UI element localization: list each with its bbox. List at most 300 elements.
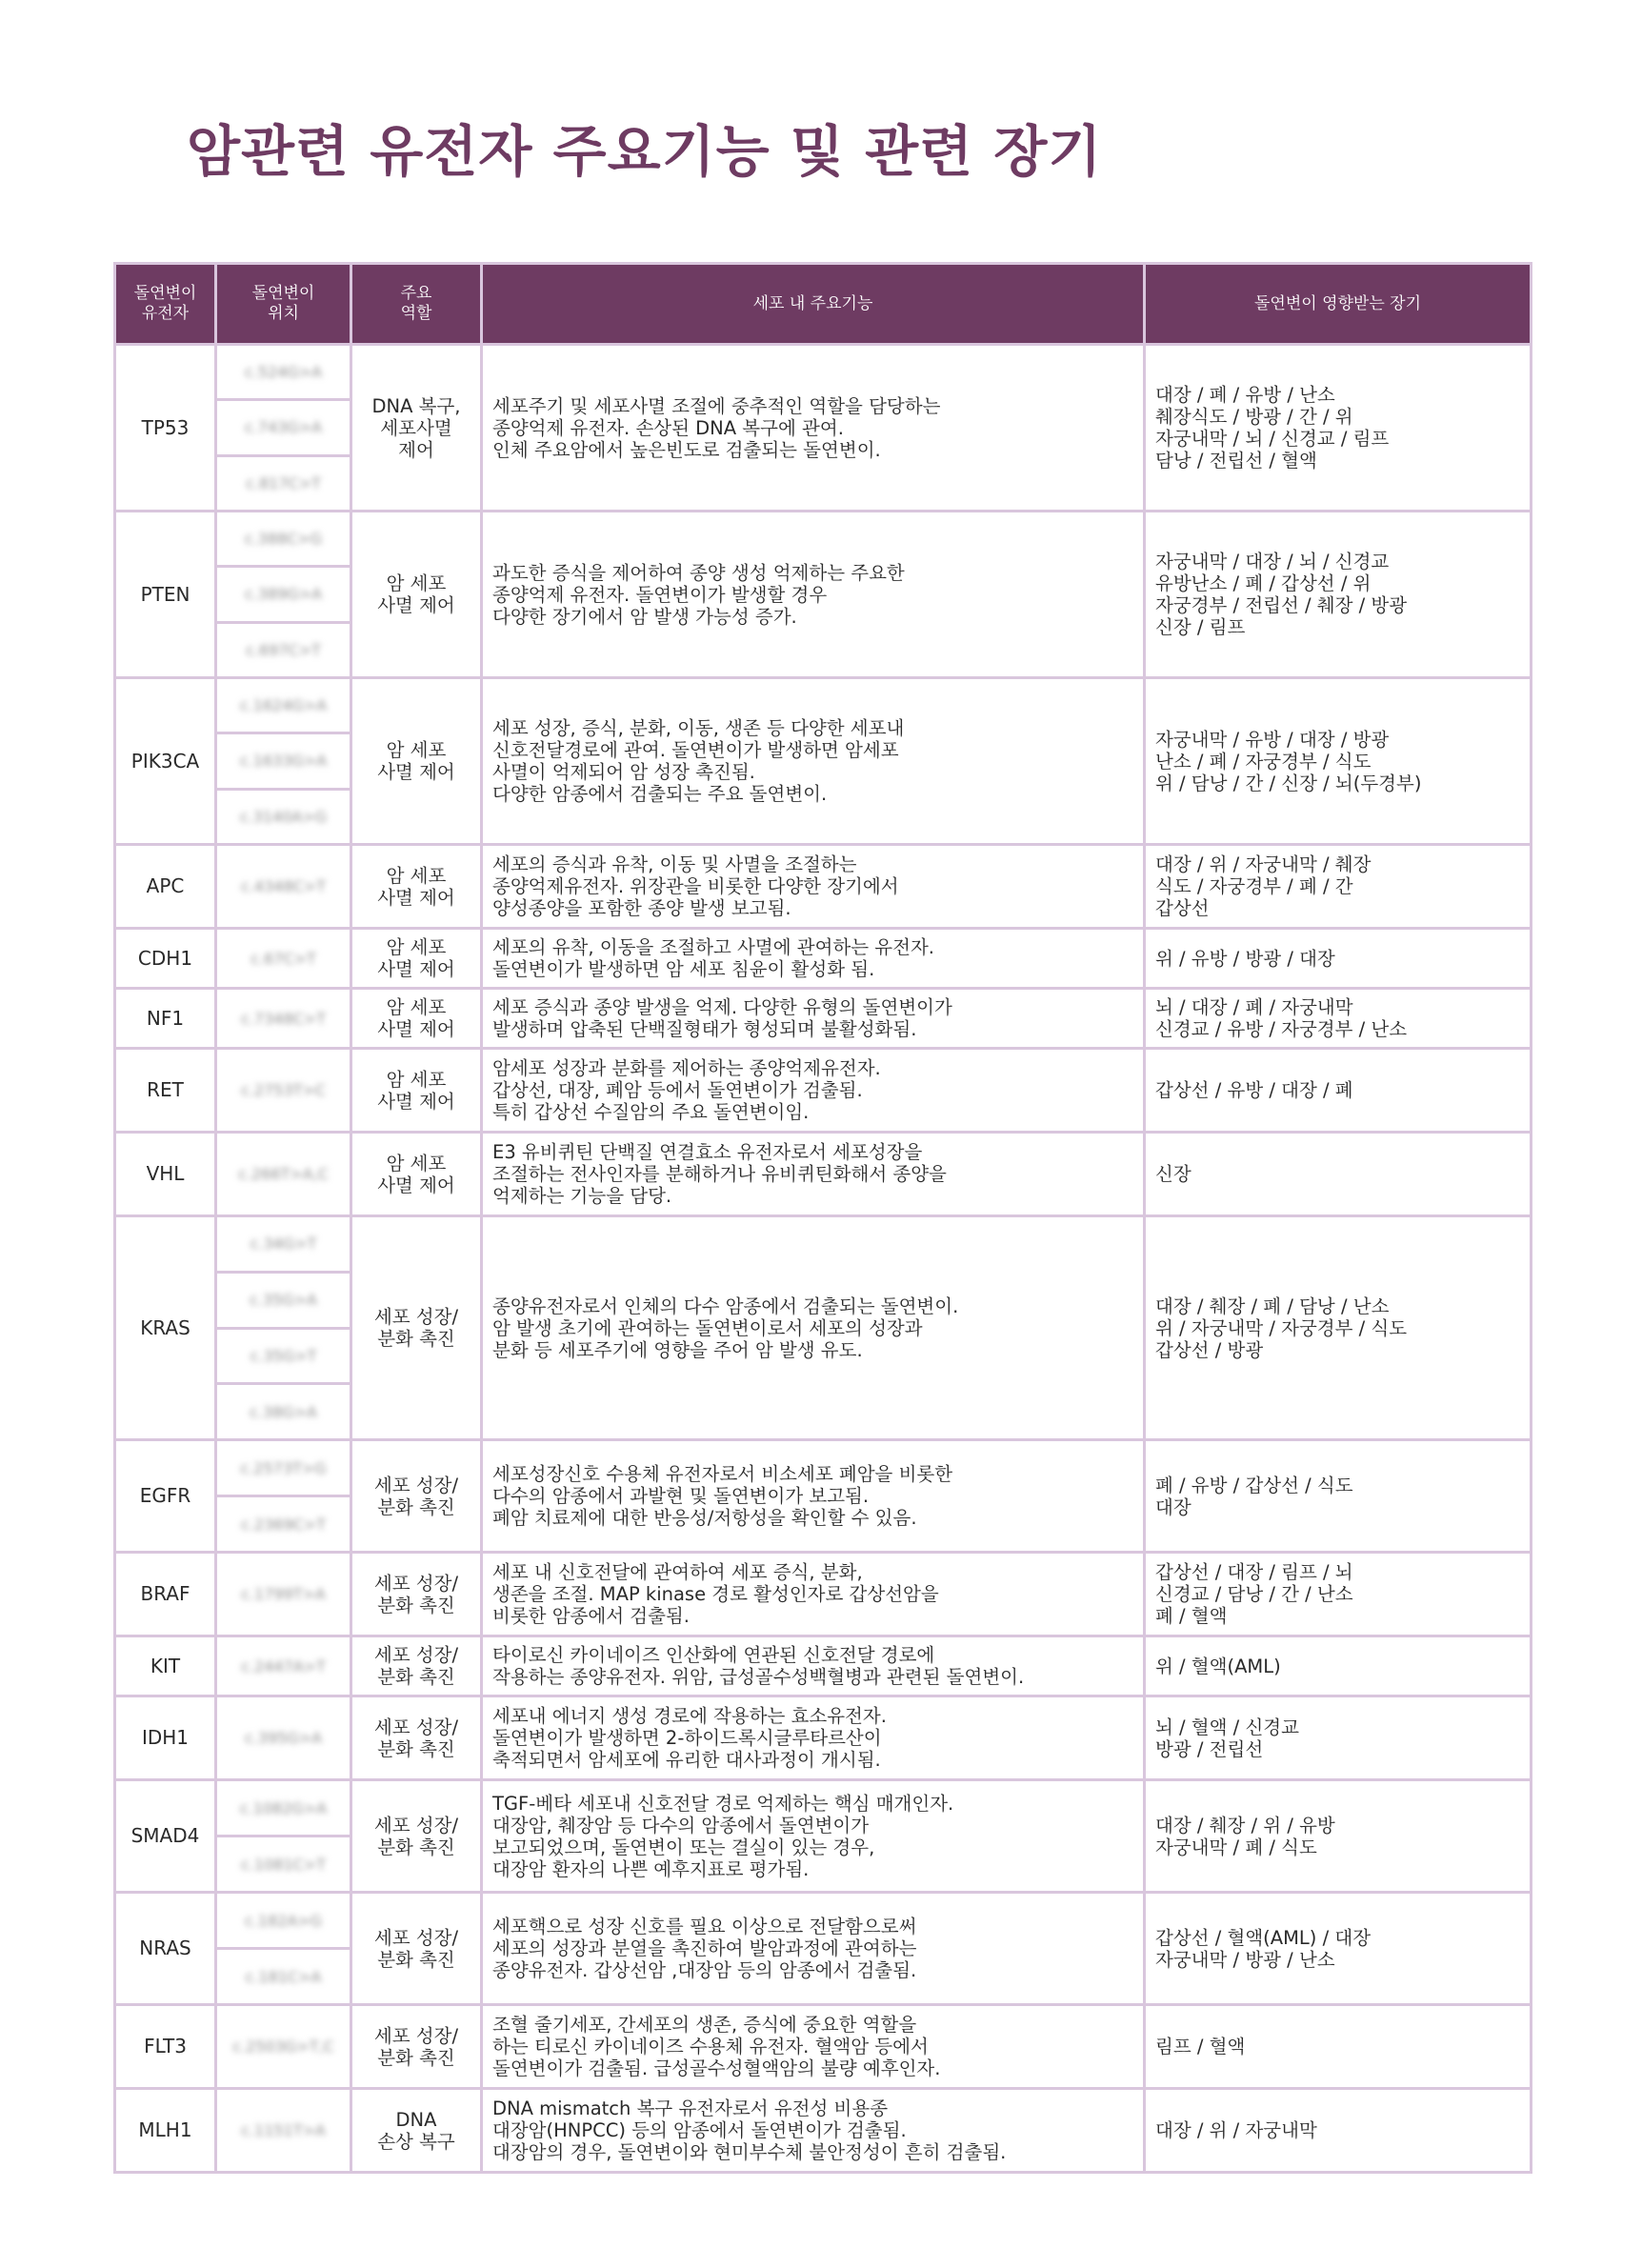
mutation-position: c.1624G>A <box>239 696 328 715</box>
main-role-line: 사멸 제어 <box>377 1174 455 1196</box>
cell-function <box>482 345 1145 512</box>
cell-function-line: 특히 갑상선 수질암의 주요 돌연변이임. <box>492 1101 810 1123</box>
mutation-position-subcell <box>217 930 350 987</box>
cell-function <box>482 678 1145 845</box>
affected-organs <box>1145 989 1532 1049</box>
mutation-position-subcell <box>217 732 350 787</box>
mutation-position: c.34G>T <box>250 1234 317 1254</box>
main-role <box>351 1780 482 1893</box>
main-role <box>351 1133 482 1216</box>
affected-organs <box>1145 678 1532 845</box>
cell-function-line: 세포의 유착, 이동을 조절하고 사멸에 관여하는 유전자. <box>492 936 935 958</box>
gene-name: KRAS <box>115 1216 216 1440</box>
main-role-line: 세포 성장/ <box>373 1474 459 1496</box>
mutation-position-list <box>217 2090 350 2171</box>
affected-organs <box>1145 1696 1532 1780</box>
cell-function-line: 돌연변이가 검출됨. 급성골수성혈액암의 불량 예후인자. <box>492 2057 941 2079</box>
mutation-position: c.7348C>T <box>241 1009 326 1028</box>
mutation-position-list <box>217 1134 350 1214</box>
main-role-line: 사멸 제어 <box>377 1018 455 1040</box>
mutation-position-cell <box>216 345 351 512</box>
affected-organs-line: 위 / 자궁내막 / 자궁경부 / 식도 <box>1155 1316 1408 1339</box>
table-row <box>115 678 1532 845</box>
cell-function-line: TGF-베타 세포내 신호전달 경로 억제하는 핵심 매개인자. <box>492 1792 954 1815</box>
affected-organs <box>1145 2005 1532 2089</box>
cell-function-line: 세포주기 및 세포사멸 조절에 중추적인 역할을 담당하는 <box>492 394 941 417</box>
affected-organs-line: 신경교 / 담낭 / 간 / 난소 <box>1155 1583 1353 1605</box>
main-role <box>351 1636 482 1696</box>
cell-function-line: E3 유비퀴틴 단백질 연결효소 유전자로서 세포성장을 <box>492 1141 923 1163</box>
mutation-position: c.388C>G <box>244 530 323 549</box>
mutation-position-list <box>217 1554 350 1635</box>
main-role <box>351 512 482 678</box>
mutation-position-subcell <box>217 990 350 1047</box>
mutation-position-list <box>217 1697 350 1778</box>
main-role-line: DNA 복구, <box>371 394 461 417</box>
cell-function-line: 타이로신 카이네이즈 인산화에 연관된 신호전달 경로에 <box>492 1644 935 1666</box>
cell-function <box>482 1696 1145 1780</box>
affected-organs-line: 대장 / 췌장 / 위 / 유방 <box>1155 1814 1335 1836</box>
mutation-position-subcell <box>217 1697 350 1778</box>
mutation-position-subcell <box>217 1947 350 2003</box>
affected-organs <box>1145 929 1532 989</box>
table-header-row <box>115 264 1532 345</box>
affected-organs <box>1145 1440 1532 1553</box>
mutation-position: c.3140A>G <box>239 807 328 826</box>
affected-organs-line: 대장 / 위 / 자궁내막 / 췌장 <box>1155 853 1372 875</box>
mutation-position-subcell <box>217 1495 350 1551</box>
main-role <box>351 1893 482 2005</box>
mutation-position-list <box>217 1050 350 1131</box>
mutation-position-cell <box>216 1553 351 1636</box>
main-role <box>351 1553 482 1636</box>
mutation-position-cell <box>216 1696 351 1780</box>
mutation-position-cell <box>216 1780 351 1893</box>
main-role-line: 암 세포 <box>386 864 447 887</box>
affected-organs-line: 대장 / 폐 / 유방 / 난소 <box>1155 384 1335 406</box>
mutation-position-list <box>217 679 350 843</box>
table-row <box>115 989 1532 1049</box>
affected-organs <box>1145 2089 1532 2173</box>
cell-function-line: 다양한 암종에서 검출되는 주요 돌연변이. <box>492 783 828 805</box>
cell-function-line: 갑상선, 대장, 폐암 등에서 돌연변이가 검출됨. <box>492 1079 863 1101</box>
affected-organs-line: 신장 / 림프 <box>1155 616 1246 638</box>
cell-function-line: 세포 성장, 증식, 분화, 이동, 생존 등 다양한 세포내 <box>492 717 905 739</box>
mutation-position-list <box>217 990 350 1047</box>
cell-function-line: 폐암 치료제에 대한 반응성/저항성을 확인할 수 있음. <box>492 1507 917 1529</box>
table-row <box>115 1440 1532 1553</box>
affected-organs-line: 갑상선 / 유방 / 대장 / 폐 <box>1155 1079 1353 1101</box>
main-role <box>351 2005 482 2089</box>
mutation-position: c.67C>T <box>250 949 316 968</box>
main-role-line: 분화 촉진 <box>377 1948 455 1971</box>
mutation-position-cell <box>216 1440 351 1553</box>
cell-function-line: 대장암의 경우, 돌연변이와 현미부수체 불안정성이 흔히 검출됨. <box>492 2141 1007 2163</box>
mutation-position-subcell <box>217 2090 350 2171</box>
main-role-line: 암 세포 <box>386 996 447 1018</box>
cell-function-line: 사멸이 억제되어 암 성장 촉진됨. <box>492 761 755 783</box>
cell-function-line: 세포의 증식과 유착, 이동 및 사멸을 조절하는 <box>492 853 857 875</box>
affected-organs-line: 뇌 / 혈액 / 신경교 <box>1155 1716 1299 1738</box>
mutation-position-list <box>217 1894 350 2003</box>
header-gene <box>115 264 216 345</box>
mutation-position: c.2753T>C <box>241 1081 326 1099</box>
table-row <box>115 1216 1532 1440</box>
mutation-position-subcell <box>217 1134 350 1214</box>
cell-function-line: 보고되었으며, 돌연변이 또는 결실이 있는 경우, <box>492 1836 875 1858</box>
mutation-position-subcell <box>217 1894 350 1947</box>
header-position <box>216 264 351 345</box>
affected-organs-line: 신장 <box>1155 1163 1191 1185</box>
mutation-position-subcell <box>217 788 350 843</box>
header-role-line: 주요 <box>400 284 432 303</box>
main-role-line: 세포 성장/ <box>373 1306 459 1328</box>
affected-organs <box>1145 1133 1532 1216</box>
table-body <box>115 345 1532 2173</box>
header-function: 세포 내 주요기능 <box>482 264 1145 345</box>
cell-function-line: 종양억제 유전자. 돌연변이가 발생할 경우 <box>492 583 828 606</box>
mutation-position-cell <box>216 1636 351 1696</box>
cell-function-line: 대장암 환자의 나쁜 예후지표로 평가됨. <box>492 1857 810 1880</box>
mutation-position: c.2369C>T <box>241 1515 326 1534</box>
mutation-position-subcell <box>217 512 350 565</box>
mutation-position-cell <box>216 1893 351 2005</box>
main-role-line: 세포 성장/ <box>373 1716 459 1738</box>
affected-organs <box>1145 1216 1532 1440</box>
mutation-position-subcell <box>217 1554 350 1635</box>
mutation-position-list <box>217 512 350 676</box>
mutation-position-cell <box>216 2005 351 2089</box>
mutation-position-list <box>217 346 350 510</box>
mutation-position-cell <box>216 845 351 929</box>
gene-name: PTEN <box>115 512 216 678</box>
gene-name: APC <box>115 845 216 929</box>
cell-function-line: 세포 증식과 종양 발생을 억제. 다양한 유형의 돌연변이가 <box>492 996 952 1018</box>
gene-table <box>113 262 1532 2174</box>
affected-organs-line: 대장 / 췌장 / 폐 / 담낭 / 난소 <box>1155 1295 1390 1317</box>
gene-name: NRAS <box>115 1893 216 2005</box>
cell-function-line: 비롯한 암종에서 검출됨. <box>492 1605 690 1627</box>
gene-name: PIK3CA <box>115 678 216 845</box>
mutation-position-subcell <box>217 1781 350 1835</box>
header-gene-line: 돌연변이 <box>133 284 197 303</box>
mutation-position: c.182A>G <box>244 1911 323 1930</box>
mutation-position-cell <box>216 678 351 845</box>
main-role-line: 사멸 제어 <box>377 958 455 980</box>
affected-organs-line: 방광 / 전립선 <box>1155 1737 1264 1760</box>
mutation-position: c.395G>A <box>244 1729 323 1747</box>
mutation-position: c.181C>A <box>245 1967 322 1986</box>
header-organs: 돌연변이 영향받는 장기 <box>1145 264 1532 345</box>
main-role-line: 분화 촉진 <box>377 1836 455 1858</box>
cell-function-line: 억제하는 기능을 담당. <box>492 1185 672 1207</box>
mutation-position: c.743G>A <box>244 418 323 437</box>
header-position-line: 돌연변이 <box>251 284 315 303</box>
gene-name: SMAD4 <box>115 1780 216 1893</box>
affected-organs-line: 자궁내막 / 유방 / 대장 / 방광 <box>1155 728 1390 751</box>
mutation-position-cell <box>216 989 351 1049</box>
cell-function <box>482 512 1145 678</box>
mutation-position-list <box>217 2006 350 2087</box>
header-role-line: 역할 <box>400 304 432 323</box>
cell-function <box>482 845 1145 929</box>
affected-organs-line: 자궁내막 / 뇌 / 신경교 / 림프 <box>1155 428 1390 450</box>
cell-function-line: 대장암(HNPCC) 등의 암종에서 돌연변이가 검출됨. <box>492 2119 907 2141</box>
mutation-position: c.389G>A <box>244 585 323 604</box>
main-role-line: 제어 <box>398 438 434 461</box>
affected-organs-line: 자궁내막 / 대장 / 뇌 / 신경교 <box>1155 551 1390 572</box>
affected-organs-line: 신경교 / 유방 / 자궁경부 / 난소 <box>1155 1018 1408 1040</box>
main-role-line: 암 세포 <box>386 936 447 958</box>
affected-organs-line: 식도 / 자궁경부 / 폐 / 간 <box>1155 875 1353 897</box>
table-row <box>115 1133 1532 1216</box>
mutation-position-list <box>217 1217 350 1438</box>
cell-function <box>482 1440 1145 1553</box>
mutation-position: c.4348C>T <box>241 877 326 895</box>
affected-organs-line: 췌장식도 / 방광 / 간 / 위 <box>1155 406 1353 428</box>
main-role-line: 암 세포 <box>386 572 447 594</box>
cell-function-line: 세포내 에너지 생성 경로에 작용하는 효소유전자. <box>492 1705 887 1727</box>
cell-function-line: 양성종양을 포함한 종양 발생 보고됨. <box>492 897 791 919</box>
main-role-line: 세포 성장/ <box>373 1926 459 1949</box>
affected-organs-line: 난소 / 폐 / 자궁경부 / 식도 <box>1155 750 1372 773</box>
cell-function-line: 세포성장신호 수용체 유전자로서 비소세포 폐암을 비롯한 <box>492 1463 953 1485</box>
cell-function <box>482 929 1145 989</box>
mutation-position-subcell <box>217 2006 350 2087</box>
cell-function-line: 종양유전자. 갑상선암 ,대장암 등의 암종에서 검출됨. <box>492 1959 917 1981</box>
cell-function-line: 세포핵으로 성장 신호를 필요 이상으로 전달함으로써 <box>492 1916 917 1937</box>
mutation-position-cell <box>216 512 351 678</box>
main-role-line: 분화 촉진 <box>377 1495 455 1518</box>
affected-organs <box>1145 845 1532 929</box>
affected-organs <box>1145 1553 1532 1636</box>
cell-function-line: 세포 내 신호전달에 관여하여 세포 증식, 분화, <box>492 1561 863 1583</box>
mutation-position-subcell <box>217 1835 350 1891</box>
main-role-line: 사멸 제어 <box>377 886 455 909</box>
mutation-position-cell <box>216 1133 351 1216</box>
cell-function-line: 종양억제유전자. 위장관을 비롯한 다양한 장기에서 <box>492 875 899 897</box>
main-role <box>351 1440 482 1553</box>
cell-function-line: 과도한 증식을 제어하여 종양 생성 억제하는 주요한 <box>492 561 905 584</box>
mutation-position-subcell <box>217 565 350 620</box>
main-role-line: 분화 촉진 <box>377 1737 455 1760</box>
affected-organs <box>1145 512 1532 678</box>
main-role-line: 분화 촉진 <box>377 1594 455 1616</box>
affected-organs-line: 대장 <box>1155 1495 1191 1518</box>
mutation-position-subcell <box>217 1637 350 1695</box>
main-role <box>351 929 482 989</box>
cell-function-line: 암 발생 초기에 관여하는 돌연변이로서 세포의 성장과 <box>492 1316 923 1339</box>
affected-organs-line: 대장 / 위 / 자궁내막 <box>1155 2119 1317 2141</box>
affected-organs-line: 유방난소 / 폐 / 갑상선 / 위 <box>1155 572 1372 594</box>
affected-organs-line: 갑상선 / 혈액(AML) / 대장 <box>1155 1926 1372 1949</box>
main-role-line: 분화 촉진 <box>377 1328 455 1350</box>
mutation-position-subcell <box>217 1217 350 1271</box>
cell-function-line: 축적되면서 암세포에 유리한 대사과정이 개시됨. <box>492 1749 881 1771</box>
mutation-position: c.1799T>A <box>241 1585 326 1603</box>
mutation-position-list <box>217 930 350 987</box>
affected-organs-line: 자궁내막 / 방광 / 난소 <box>1155 1948 1335 1971</box>
mutation-position: c.266T>A,C <box>238 1165 329 1183</box>
gene-name: EGFR <box>115 1440 216 1553</box>
page-title: 암관련 유전자 주요기능 및 관련 장기 <box>187 119 1103 184</box>
mutation-position-subcell <box>217 346 350 398</box>
mutation-position-cell <box>216 1049 351 1133</box>
mutation-position: c.35G>T <box>250 1346 317 1365</box>
main-role-line: 손상 복구 <box>377 2130 455 2153</box>
main-role-line: 분화 촉진 <box>377 2046 455 2069</box>
cell-function-line: 돌연변이가 발생하면 암 세포 침윤이 활성화 됨. <box>492 958 875 980</box>
gene-name: BRAF <box>115 1553 216 1636</box>
table-row <box>115 2005 1532 2089</box>
cell-function <box>482 1553 1145 1636</box>
mutation-position: c.38G>A <box>250 1402 317 1421</box>
cell-function-line: 하는 티로신 카이네이즈 수용체 유전자. 혈액암 등에서 <box>492 2036 929 2057</box>
mutation-position-subcell <box>217 1327 350 1383</box>
affected-organs-line: 폐 / 유방 / 갑상선 / 식도 <box>1155 1474 1353 1496</box>
main-role-line: 세포 성장/ <box>373 1814 459 1836</box>
affected-organs <box>1145 1636 1532 1696</box>
affected-organs <box>1145 1780 1532 1893</box>
cell-function-line: 발생하며 압축된 단백질형태가 형성되며 불활성화됨. <box>492 1018 917 1040</box>
affected-organs <box>1145 1893 1532 2005</box>
cell-function-line: 종양억제 유전자. 손상된 DNA 복구에 관여. <box>492 416 844 439</box>
mutation-position-list <box>217 1781 350 1891</box>
mutation-position-subcell <box>217 621 350 676</box>
gene-name: IDH1 <box>115 1696 216 1780</box>
main-role-line: 세포 성장/ <box>373 1572 459 1595</box>
header-gene-line: 유전자 <box>141 304 190 323</box>
affected-organs <box>1145 345 1532 512</box>
affected-organs-line: 갑상선 / 대장 / 림프 / 뇌 <box>1155 1561 1353 1583</box>
affected-organs-line: 자궁경부 / 전립선 / 췌장 / 방광 <box>1155 594 1408 616</box>
mutation-position-subcell <box>217 846 350 927</box>
cell-function-line: 돌연변이가 발생하면 2-하이드록시글루타르산이 <box>492 1727 882 1749</box>
affected-organs-line: 갑상선 <box>1155 897 1210 919</box>
main-role <box>351 1696 482 1780</box>
affected-organs-line: 위 / 혈액(AML) <box>1155 1655 1281 1677</box>
main-role-line: 세포 성장/ <box>373 2024 459 2047</box>
mutation-position: c.2503G>T,C <box>232 2037 334 2056</box>
cell-function <box>482 1216 1145 1440</box>
cell-function <box>482 2005 1145 2089</box>
cell-function-line: 암세포 성장과 분화를 제어하는 종양억제유전자. <box>492 1057 881 1079</box>
header-position-line: 위치 <box>268 304 299 323</box>
cell-function-line: 인체 주요암에서 높은빈도로 검출되는 돌연변이. <box>492 438 881 461</box>
affected-organs-line: 폐 / 혈액 <box>1155 1605 1228 1627</box>
gene-name: MLH1 <box>115 2089 216 2173</box>
gene-name: KIT <box>115 1636 216 1696</box>
main-role <box>351 345 482 512</box>
mutation-position-subcell <box>217 1050 350 1131</box>
table-row <box>115 1553 1532 1636</box>
cell-function <box>482 1636 1145 1696</box>
gene-name: CDH1 <box>115 929 216 989</box>
cell-function-line: 대장암, 췌장암 등 다수의 암종에서 돌연변이가 <box>492 1814 870 1836</box>
main-role-line: 세포사멸 <box>380 416 452 439</box>
cell-function-line: 신호전달경로에 관여. 돌연변이가 발생하면 암세포 <box>492 739 899 761</box>
cell-function-line: 다양한 장기에서 암 발생 가능성 증가. <box>492 605 797 628</box>
table-row <box>115 1636 1532 1696</box>
gene-name: RET <box>115 1049 216 1133</box>
affected-organs-line: 림프 / 혈액 <box>1155 2036 1246 2057</box>
cell-function-line: 생존을 조절. MAP kinase 경로 활성인자로 갑상선암을 <box>492 1583 939 1605</box>
affected-organs-line: 갑상선 / 방광 <box>1155 1338 1264 1361</box>
mutation-position-list <box>217 1441 350 1551</box>
main-role <box>351 989 482 1049</box>
table-row <box>115 929 1532 989</box>
table-row <box>115 345 1532 512</box>
mutation-position-subcell <box>217 398 350 453</box>
main-role-line: 사멸 제어 <box>377 761 455 783</box>
mutation-position-list <box>217 846 350 927</box>
cell-function <box>482 1049 1145 1133</box>
mutation-position-subcell <box>217 1271 350 1327</box>
main-role-line: 암 세포 <box>386 739 447 761</box>
main-role-line: 세포 성장/ <box>373 1644 459 1666</box>
mutation-position-list <box>217 1637 350 1695</box>
mutation-position: c.35G>A <box>250 1291 317 1310</box>
mutation-position: c.1082G>A <box>239 1798 328 1817</box>
mutation-position-subcell <box>217 679 350 732</box>
cell-function <box>482 1780 1145 1893</box>
mutation-position-subcell <box>217 1441 350 1495</box>
cell-function-line: 다수의 암종에서 과발현 및 돌연변이가 보고됨. <box>492 1485 870 1507</box>
mutation-position: c.697C>T <box>246 640 321 659</box>
gene-name: VHL <box>115 1133 216 1216</box>
main-role <box>351 845 482 929</box>
mutation-position: c.1081C>T <box>241 1855 326 1874</box>
affected-organs-line: 담낭 / 전립선 / 혈액 <box>1155 450 1317 472</box>
main-role <box>351 1049 482 1133</box>
header-role <box>351 264 482 345</box>
cell-function <box>482 1893 1145 2005</box>
table-row <box>115 2089 1532 2173</box>
affected-organs <box>1145 1049 1532 1133</box>
table-row <box>115 1696 1532 1780</box>
gene-name: NF1 <box>115 989 216 1049</box>
mutation-position-subcell <box>217 1382 350 1438</box>
gene-name: FLT3 <box>115 2005 216 2089</box>
cell-function-line: 종양유전자로서 인체의 다수 암종에서 검출되는 돌연변이. <box>492 1295 959 1317</box>
table-row <box>115 512 1532 678</box>
mutation-position: c.2447A>T <box>241 1656 326 1676</box>
gene-name: TP53 <box>115 345 216 512</box>
table-row <box>115 1049 1532 1133</box>
mutation-position-cell <box>216 929 351 989</box>
main-role-line: 암 세포 <box>386 1152 447 1174</box>
table-row <box>115 845 1532 929</box>
affected-organs-line: 위 / 유방 / 방광 / 대장 <box>1155 947 1335 970</box>
table-row <box>115 1780 1532 1893</box>
main-role-line: 사멸 제어 <box>377 594 455 616</box>
affected-organs-line: 뇌 / 대장 / 폐 / 자궁내막 <box>1155 996 1353 1018</box>
main-role-line: 사멸 제어 <box>377 1090 455 1113</box>
cell-function-line: DNA mismatch 복구 유전자로서 유전성 비용종 <box>492 2097 889 2119</box>
main-role <box>351 678 482 845</box>
affected-organs-line: 자궁내막 / 폐 / 식도 <box>1155 1836 1317 1858</box>
mutation-position: c.524G>A <box>244 363 323 382</box>
cell-function-line: 조절하는 전사인자를 분해하거나 유비퀴틴화해서 종양을 <box>492 1163 947 1185</box>
cell-function <box>482 2089 1145 2173</box>
cell-function-line: 조혈 줄기세포, 간세포의 생존, 증식에 중요한 역할을 <box>492 2014 917 2036</box>
cell-function <box>482 1133 1145 1216</box>
table-row <box>115 1893 1532 2005</box>
mutation-position-subcell <box>217 454 350 510</box>
cell-function <box>482 989 1145 1049</box>
mutation-position-cell <box>216 1216 351 1440</box>
main-role <box>351 1216 482 1440</box>
